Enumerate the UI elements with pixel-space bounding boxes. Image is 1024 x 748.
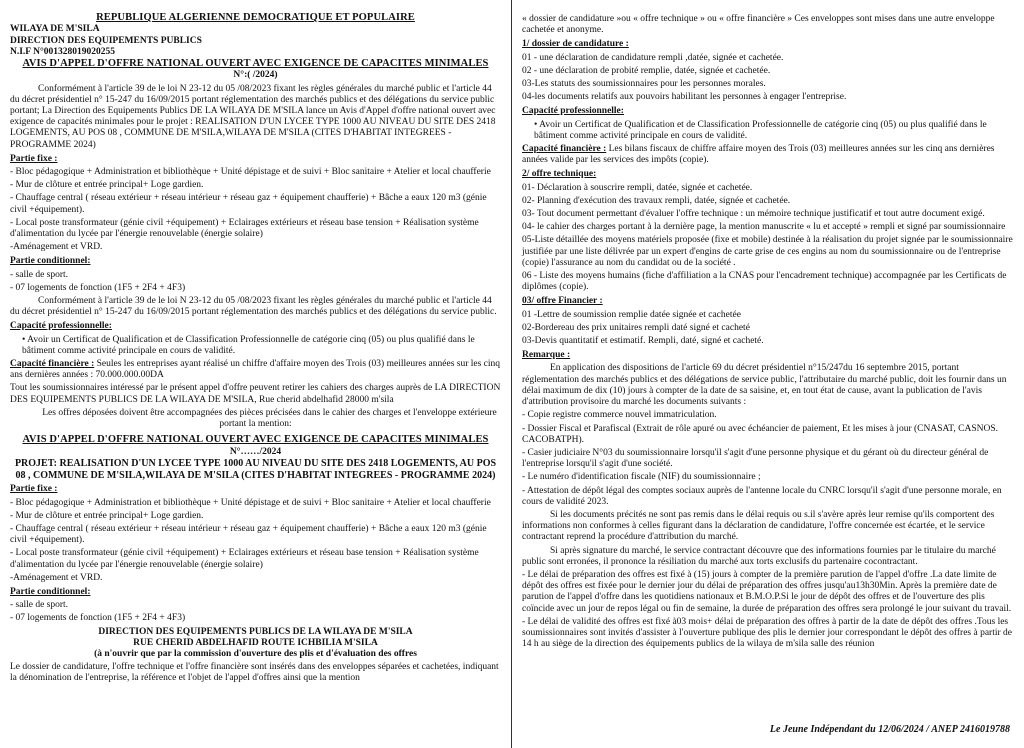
dir-line-3: (à n'ouvrir que par la commission d'ouverture des plis et d'évaluation des offres (94, 649, 417, 660)
projet-heading: PROJET: REALISATION D'UN LYCEE TYPE 1000 AU NIVEAU DU SITE DES 2418 LOGEMENTS, AU POS 08 , COMMUNE DE M'SILA,WILAYA DE M'SILA (CITES D'HABITAT INTEGREES - PROGRAMME 2024) (14, 457, 497, 481)
s2-item: 02- Planning d'exécution des travaux rempli, datée, signée et cachetée. (522, 195, 791, 206)
fixe-item: - Mur de clôture et entrée principal+ Loge gardien. (10, 180, 204, 191)
fixe-item: - Local poste transformateur (génie civil +équipement) + Eclairages extérieurs et réseau base tension + Réalisation système d'alimentation du lycée par l'énergie renouvelable (énergie solaire) (10, 217, 479, 239)
s2-item: 06 - Liste des moyens humains (fiche d'affiliation a la CNAS pour l'encadrement technique) accompagnée par les Certificats de diplômes (copie). (522, 271, 1007, 293)
s3-heading: 03/ offre Financier : (522, 296, 603, 307)
fixe2-item: - Mur de clôture et entrée principal+ Loge gardien. (10, 510, 204, 521)
cond-item: - salle de sport. (10, 269, 69, 280)
capacite-fin-paragraph (10, 359, 501, 381)
cond2-item: - 07 logements de fonction (1F5 + 2F4 + 4F3) (10, 613, 186, 624)
s3-item: 03-Devis quantitatif et estimatif. Rempli, daté, signé et cacheté. (522, 336, 764, 347)
remarque-heading: Remarque : (522, 350, 571, 361)
cap-fin-paragraph (522, 144, 1014, 166)
cap-pro-text: • Avoir un Certificat de Qualification et de Classification Professionnelle de catégorie cinq (05) ou plus qualifié dans le bâtiment comme activité principale en cours de validité. (534, 119, 987, 141)
cond2-item: - salle de sport. (10, 600, 69, 611)
fixe-item: - Chauffage central ( réseau extérieur + réseau intérieur + réseau gaz + équipement chaufferie) + Bâche a eaux 120 m3 (génie civil +équipement). (10, 193, 487, 215)
capacite-fin-label: Capacité financière : (10, 359, 95, 370)
fixe-item: -Aménagement et VRD. (10, 242, 103, 253)
avis1-title: AVIS D'APPEL D'OFFRE NATIONAL OUVERT AVEC EXIGENCE DE CAPACITES MINIMALES (22, 57, 489, 69)
fixe2-item: - Chauffage central ( réseau extérieur + réseau intérieur + réseau gaz + équipement chaufferie) + Bâche a eaux 120 m3 (génie civil +équipement). (10, 524, 487, 546)
s2-item: 04- le cahier des charges portant à la dernière page, la mention manuscrite « lu et accepté » rempli et signé par soumissionnaire (522, 222, 1006, 233)
remarque-paragraph-3: Si après signature du marché, le service contractant découvre que des informations fournies par le titulaire du marché public sont erronées, il prononce la résiliation du marché aux torts exclusifs du partenaire cocontractant. (522, 545, 996, 567)
avis1-paragraph: Conformément à l'article 39 de le loi N 23-12 du 05 /08/2023 fixant les règles générales du marché public et l'article 44 du décret présidentiel n° 15-247 du 16/09/2015 portant réglementation des marchés publics et des délégations du service public portant; La Direction des Equipements Publics DE LA WILAYA DE M'SILA lance un Avis d'Appel d'offre national ouvert avec exigence de capacités minimales pour le projet : REALISATION D'UN LYCEE TYPE 1000 AU NIVEAU DU SITE DES 2418 LOGEMENTS, AU POS 08 , COMMUNE DE M'SILA,WILAYA DE M'SILA (CITES D'HABITAT INTEGREES - PROGRAMME 2024) (10, 83, 496, 150)
delai-paragraph: - Le délai de préparation des offres est fixé à (15) jours à compter de la première parution de l'appel d'offre .La date limite de dépôt des offres est fixée pour le dernier jour du délai de préparation des offres jusqu'au13h30Min. Après la première date de parution de l'appel d'offre dans les quotidiens nationaux et B.M.O.P.Si le jour de dépôt des offres et de l'ouverture des plis coïncide avec un jour de repos légal ou fin de semaine, la durée de préparation des offres sera prolongé le jour suivant du travail. (522, 569, 1012, 614)
s2-item: 05-Liste détaillée des moyens matériels proposée (fixe et mobile) destinée à la réalisation du projet signée par le soumissionnaire justifiée par une liste délivrée par un expert d'engins de carte grise de ces engins au nom du soumissionnaire ou de l'entreprise (copie) l'assurance au nom du candidat ou de la société . (522, 235, 1013, 268)
s1-item: 02 - une déclaration de probité remplie, datée, signée et cachetée. (522, 65, 771, 76)
fixe-item: - Bloc pédagogique + Administration et bibliothèque + Unité dépistage et de suivi + Bloc sanitaire + Atelier et local chaufferie (10, 166, 491, 177)
s3-item: 02-Bordereau des prix unitaires rempli daté signé et cacheté (522, 322, 750, 333)
capacite-pro-text: • Avoir un Certificat de Qualification et de Classification Professionnelle de catégorie cinq (05) ou plus qualifié dans le bâtiment comme activité principale en cours de validité. (22, 334, 475, 356)
fixe2-item: - Bloc pédagogique + Administration et bibliothèque + Unité dépistage et de suivi + Bloc sanitaire + Atelier et local chaufferie (10, 497, 491, 508)
nif-line: N.I.F N°001328019020255 (10, 46, 116, 57)
partie-fixe-heading: Partie fixe : (10, 153, 58, 164)
dir-line-2: RUE CHERID ABDELHAFID ROUTE ICHBILIA M'SILA (133, 637, 378, 648)
footer-source: Le Jeune Indépendant du 12/06/2024 / ANEP 2416019788 (769, 724, 1010, 736)
intro-paragraph: « dossier de candidature »ou « offre technique » ou « offre financière » Ces enveloppes sont mises dans une autre enveloppe cachetée et anonyme. (522, 14, 995, 36)
delai-paragraph-2: - Le délai de validité des offres est fixé à03 mois+ délai de préparation des offres à partir de la date de dépôt des offres .Tous les soumissionnaires sont invités d'assister à l'ouverture publique des plis le dernier jour correspondant le dépôt des offres à partir de 14 h au siège de la direction des équipements publics de la wilaya de m'sila salle des réunion (522, 616, 1013, 650)
dossier-paragraph: Le dossier de candidature, l'offre technique et l'offre financière sont insérés dans des enveloppes séparées et cachetées, indiquant la dénomination de l'entreprise, la référence et l'objet de l'appel d'offres ainsi que la mention (10, 662, 499, 684)
s2-item: 01- Déclaration à souscrire rempli, datée, signée et cachetée. (522, 182, 753, 193)
right-column (512, 0, 1024, 748)
remarque-item: - Copie registre commerce nouvel immatriculation. (522, 410, 717, 421)
remarque-paragraph-2: Si les documents précités ne sont pas remis dans le délai requis ou s.il s'avère après leur remise qu'ils comportent des informations non conformes à celles figurant dans la déclaration de candidature, l'offre concernée est écartée, et le service contractant reprend la procédure d'attribution du marché. (522, 509, 995, 543)
partie-fixe2-heading: Partie fixe : (10, 484, 58, 495)
capacite-pro-heading: Capacité professionnelle: (10, 321, 112, 332)
partie-cond-heading: Partie conditionnel: (10, 256, 91, 267)
s2-heading: 2/ offre technique: (522, 169, 597, 180)
offres-paragraph: Les offres déposées doivent être accompagnées des pièces précisées dans le cahier des charges et l'enveloppe extérieure portant la mention: (42, 407, 497, 430)
cap-fin-label: Capacité financière : (522, 144, 607, 155)
s2-item: 03- Tout document permettant d'évaluer l'offre technique : un mémoire technique justificatif et tout autre document exigé. (522, 209, 985, 220)
avis2-number: N°……/2024 (229, 446, 282, 457)
retirer-paragraph: Tout les soumissionnaires intéressé par le présent appel d'offre peuvent retirer les cahiers des charges auprès de LA DIRECTION DES EQUIPEMENTS PUBLICS DE LA WILAYA DE M'SILA, Rue cherid abdelhafid 28000 m'sila (10, 383, 501, 405)
cap-fin-text: Les bilans fiscaux de chiffre affaire moyen des Trois (03) meilleures années sur les cinq ans dernières années valide par les services des impôts (copie). (522, 144, 995, 166)
dir-line-1: DIRECTION DES EQUIPEMENTS PUBLICS DE LA WILAYA DE M'SILA (98, 626, 413, 637)
remarque-item: - Casier judiciaire N°03 du soumissionnaire lorsqu'il s'agit d'une personne physique et du gérant où du directeur général de l'entreprise lorsqu'il s'agit d'une société. (522, 447, 989, 470)
remarque-item: - Le numéro d'identification fiscale (NIF) du soumissionnaire ; (522, 472, 761, 483)
cap-pro-heading: Capacité professionnelle: (522, 106, 624, 117)
s1-item: 04-les documents relatifs aux pouvoirs habilitant les personnes à engager l'entreprise. (522, 92, 847, 103)
remarque-paragraph: En application des dispositions de l'article 69 du décret présidentiel n°15/247du 16 septembre 2015, portant réglementation des marchés publics et des délégations de service public, l'attributaire du marché public, doit les fournir dans un délai maximum de dix (10) jours à compter de la date de sa saisine, et, en tout état de cause, avant la publication de l'avis d'attribution provisoire du marché les documents suivants : (522, 363, 1007, 408)
s1-item: 03-Les statuts des soumissionnaires pour les personnes morales. (522, 79, 766, 90)
cond-item: - 07 logements de fonction (1F5 + 2F4 + 4F3) (10, 282, 186, 293)
fixe2-item: -Aménagement et VRD. (10, 572, 103, 583)
s1-item: 01 - une déclaration de candidature rempli ,datée, signée et cachetée. (522, 52, 784, 63)
wilaya-line: WILAYA DE M'SILA (10, 24, 100, 35)
republic-heading: REPUBLIQUE ALGERIENNE DEMOCRATIQUE ET POPULAIRE (96, 12, 415, 23)
remarque-item: - Attestation de dépôt légal des comptes sociaux auprès de l'antenne locale du CNRC lorsqu'il s'agit d'une personne morale, en cours de validité 2023. (522, 485, 1002, 507)
remarque-item: - Dossier Fiscal et Parafiscal (Extrait de rôle apuré ou avec échéancier de paiement, Et les mises à jour (CNASAT, CASNOS. CACOBATPH). (522, 423, 998, 445)
avis1-number: N°:( /2024) (233, 70, 278, 81)
direction-line: DIRECTION DES EQUIPEMENTS PUBLICS (10, 35, 202, 46)
capacite-fin-text: Seules les entreprises ayant réalisé un chiffre d'affaire moyen des Trois (03) meilleures années sur les cinq ans dernières années : 70.000.000.00DA (10, 359, 501, 381)
partie-cond2-heading: Partie conditionnel: (10, 587, 91, 598)
avis1-paragraph-2: Conformément à l'article 39 de le loi N 23-12 du 05 /08/2023 fixant les règles générales du marché public et l'article 44 du décret présidentiel n° 15-247 du 16/09/2015 portant réglementation des marchés publics et des délégations du service public. (10, 296, 497, 318)
avis2-title: AVIS D'APPEL D'OFFRE NATIONAL OUVERT AVEC EXIGENCE DE CAPACITES MINIMALES (22, 434, 489, 446)
s3-item: 01 -Lettre de soumission remplie datée signée et cachetée (522, 309, 741, 320)
s1-heading: 1/ dossier de candidature : (522, 39, 629, 50)
fixe2-item: - Local poste transformateur (génie civil +équipement) + Eclairages extérieurs et réseau base tension + Réalisation système d'alimentation du lycée par l'énergie renouvelable (énergie solaire) (10, 548, 479, 570)
